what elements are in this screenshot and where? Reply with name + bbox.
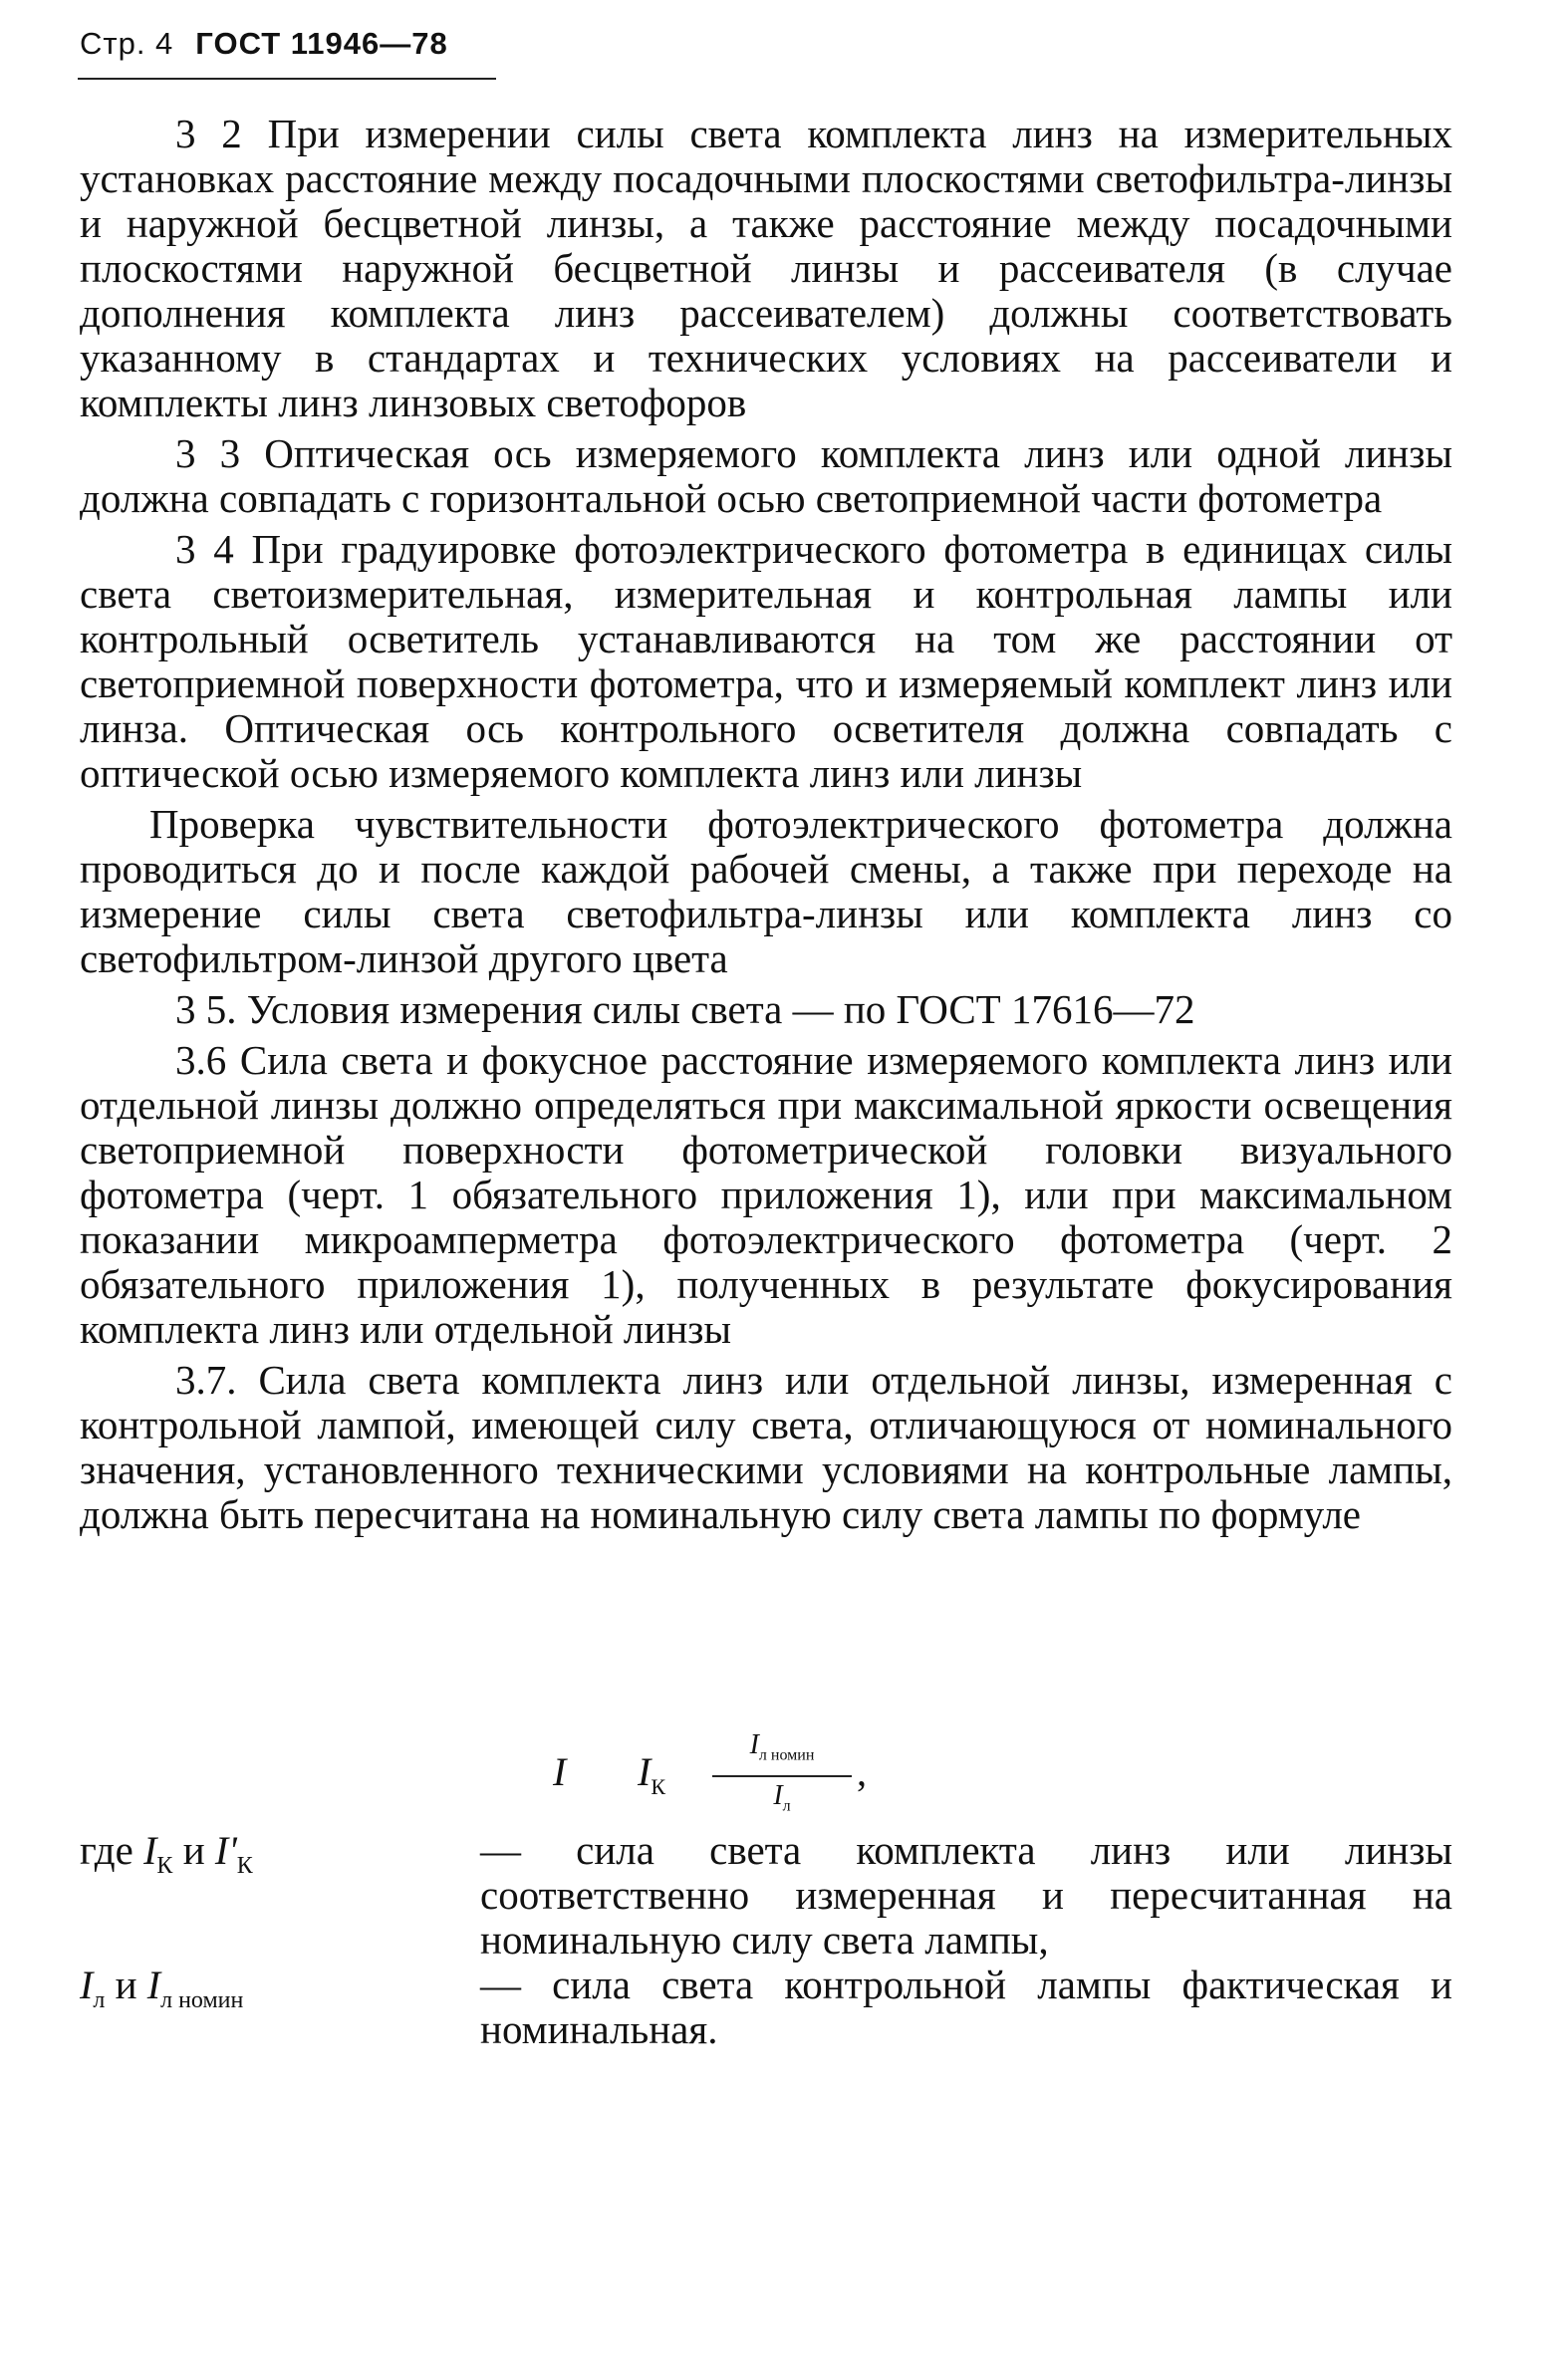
formula-numerator: $I_{л номин}$	[749, 1729, 815, 1764]
formula-ik: $I_К$	[638, 1749, 666, 1799]
formula-comma: ,	[857, 1749, 867, 1794]
fraction-bar	[712, 1775, 852, 1777]
recalculation-formula	[553, 1728, 951, 1815]
paragraph-3-2: 3 2 При измерении силы света комплекта линз на измерительных установках расстояние между посадочными плоскостями светофильтра-линзы и наружной бесцветной линзы, а также расстояние между посадочными плоскостями наружной бесцветной линзы и рассеивателя (в случае дополнения комплекта линз рассеивателем) должны соответствовать указанному в стандартах и технических условиях на рассеиватели и комплекты линз линзовых светофоров	[80, 111, 1452, 425]
paragraph-3-7: 3.7. Сила света комплекта линз или отдельной линзы, измеренная с контрольной лампой, имеющей силу света, отличающуюся от номинального значения, установленного техническими условиями на контрольные лампы, должна быть пересчитана на номинальную силу света лампы по формуле	[80, 1357, 1452, 1537]
formula-lhs: I	[553, 1749, 567, 1794]
paragraph-3-4: 3 4 При градуировке фотоэлектрического фотометра в единицах силы света светоизмерительная, измерительная и контрольная лампы или контрольный осветитель устанавливаются на том же расстоянии от светоприемной поверхности фотометра, что и измеряемый комплект линз или линза. Оптическая ось контрольного осветителя должна совпадать с оптической осью измеряемого комплекта линз или линзы	[80, 526, 1452, 796]
paragraph-3-6: 3.6 Сила света и фокусное расстояние измеряемого комплекта линз или отдельной линзы должно определяться при максимальной яркости освещения светоприемной поверхности фотометрической головки визуального фотометра (черт. 1 обязательного приложения 1), или при максимальном показании микроамперметра фотоэлектрического фотометра (черт. 2 обязательного приложения 1), полученных в результате фокусирования комплекта линз или отдельной линзы	[80, 1037, 1452, 1352]
legend-description: — сила света комплекта линз или линзы соответственно измеренная и пересчитанная на номинальную силу света лампы,	[480, 1827, 1452, 1963]
paragraph-3-5: 3 5. Условия измерения силы света — по ГОСТ 17616—72	[175, 986, 1195, 1032]
header-divider	[78, 78, 496, 80]
legend-item-il	[80, 1963, 1452, 2062]
legend-symbols: $I_л$ и $I_{л номин}$	[80, 1962, 244, 2014]
formula-fraction	[712, 1728, 852, 1823]
paragraph-sensitivity-check: Проверка чувствительности фотоэлектрического фотометра должна проводиться до и после каждой рабочей смены, а также при переходе на измерение силы света светофильтра-линзы или комплекта линз со светофильтром-линзой другого цвета	[80, 801, 1452, 981]
legend-symbols: где $I_К$ и $I'_К$	[80, 1827, 253, 1880]
formula-legend	[80, 1828, 1452, 2062]
body-text	[80, 112, 1452, 1537]
legend-description: — сила света контрольной лампы фактическая и номинальная.	[480, 1962, 1452, 2052]
page-number: Стр. 4	[80, 26, 174, 61]
paragraph-3-3: 3 3 Оптическая ось измеряемого комплекта линз или одной линзы должна совпадать с горизонтальной осью светоприемной части фотометра	[80, 430, 1452, 521]
standard-code: ГОСТ 11946—78	[195, 26, 448, 61]
legend-item-ik	[80, 1828, 1452, 1963]
page-header	[80, 26, 448, 62]
formula-denominator: $I_л$	[773, 1779, 791, 1815]
